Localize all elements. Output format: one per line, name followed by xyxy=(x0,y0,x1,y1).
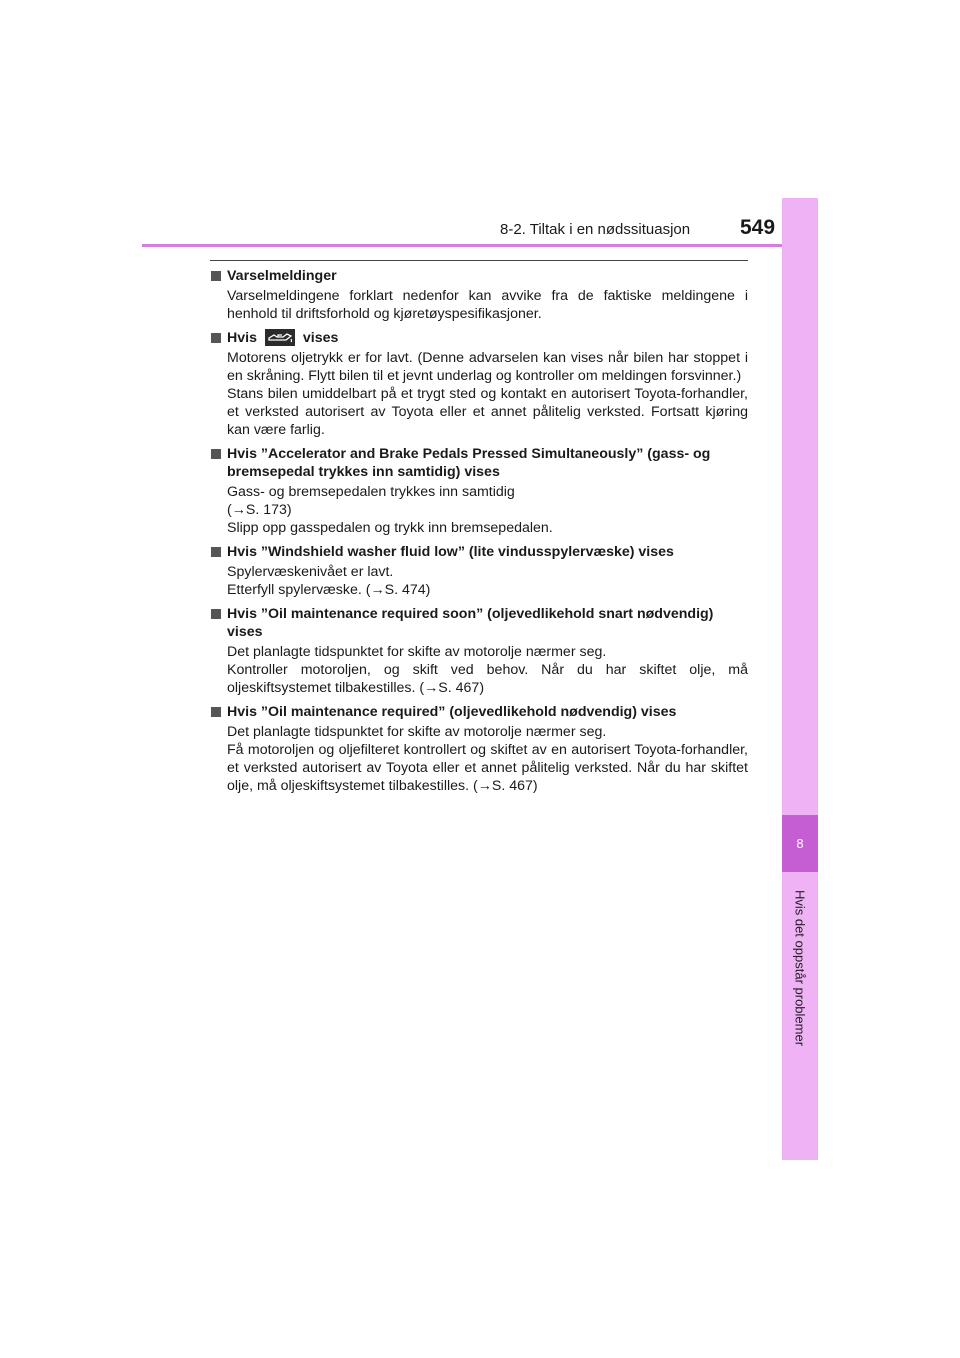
square-bullet-icon xyxy=(211,271,221,281)
section-body xyxy=(210,349,748,439)
section-body xyxy=(210,483,748,537)
paragraph: Det planlagte tidspunktet for skifte av motorolje nærmer seg. xyxy=(227,724,607,740)
chapter-title: Hvis det oppstår problemer xyxy=(792,889,808,1047)
section-heading: Hvis ”Oil maintenance required” (oljevedlikehold nødvendig) vises xyxy=(210,703,748,721)
section-washer-fluid xyxy=(210,543,748,599)
paragraph: Kontroller motoroljen, og skift ved behov. Når du har skiftet olje, må oljeskiftsystemet tilbakestilles. (→S. 467) xyxy=(227,662,748,696)
page-reference: (→S. 173) xyxy=(227,502,292,518)
section-body xyxy=(210,643,748,697)
section-oil-pressure xyxy=(210,329,748,439)
section-body xyxy=(210,723,748,795)
section-heading: Hvis ”Windshield washer fluid low” (lite vindusspylervæske) vises xyxy=(210,543,748,561)
paragraph: Det planlagte tidspunktet for skifte av motorolje nærmer seg. xyxy=(227,644,607,660)
section-heading: Hvis vises xyxy=(210,329,748,347)
paragraph: Stans bilen umiddelbart på et trygt sted og kontakt en autorisert Toyota-forhandler, et verksted autorisert av Toyota eller et annet pålitelig verksted. Fortsatt kjøring kan være farlig. xyxy=(227,386,748,438)
section-body xyxy=(210,287,748,323)
section-oil-maintenance-soon xyxy=(210,605,748,697)
chapter-number: 8 xyxy=(782,815,818,872)
oil-pressure-warning-icon xyxy=(265,329,295,346)
square-bullet-icon xyxy=(211,449,221,459)
header-rule xyxy=(142,244,818,247)
section-title: 8-2. Tiltak i en nødssituasjon xyxy=(500,221,691,238)
square-bullet-icon xyxy=(211,547,221,557)
section-heading: Varselmeldinger xyxy=(210,267,748,285)
paragraph: Få motoroljen og oljefilteret kontrollert og skiftet av en autorisert Toyota-forhandler, et verksted autorisert av Toyota eller et annet pålitelig verksted. Når du har skiftet olje, må oljeskiftsystemet tilbakestilles. (→S. 467) xyxy=(227,742,748,794)
square-bullet-icon xyxy=(211,707,221,717)
section-oil-maintenance-required xyxy=(210,703,748,795)
section-varselmeldinger xyxy=(210,267,748,323)
main-content xyxy=(210,267,748,801)
square-bullet-icon xyxy=(211,333,221,343)
paragraph: Slipp opp gasspedalen og trykk inn bremsepedalen. xyxy=(227,520,553,536)
paragraph: Etterfyll spylervæske. (→S. 474) xyxy=(227,582,431,598)
section-body xyxy=(210,563,748,599)
paragraph: Motorens oljetrykk er for lavt. (Denne advarselen kan vises når bilen har stoppet i en skråning. Flytt bilen til et jevnt underlag og kontroller om meldingen forsvinner.) xyxy=(227,350,748,384)
section-heading: Hvis ”Accelerator and Brake Pedals Pressed Simultaneously” (gass- og bremsepedal trykkes inn samtidig) vises xyxy=(210,445,748,481)
paragraph: Spylervæskenivået er lavt. xyxy=(227,564,394,580)
paragraph: Gass- og bremsepedalen trykkes inn samtidig xyxy=(227,484,515,500)
section-pedals xyxy=(210,445,748,537)
square-bullet-icon xyxy=(211,609,221,619)
section-heading: Hvis ”Oil maintenance required soon” (oljevedlikehold snart nødvendig) vises xyxy=(210,605,748,641)
page-number: 549 xyxy=(740,216,776,239)
content-divider xyxy=(210,260,748,261)
paragraph: Varselmeldingene forklart nedenfor kan avvike fra de faktiske meldingene i henhold til driftsforhold og kjøretøyspesifikasjoner. xyxy=(227,288,748,322)
